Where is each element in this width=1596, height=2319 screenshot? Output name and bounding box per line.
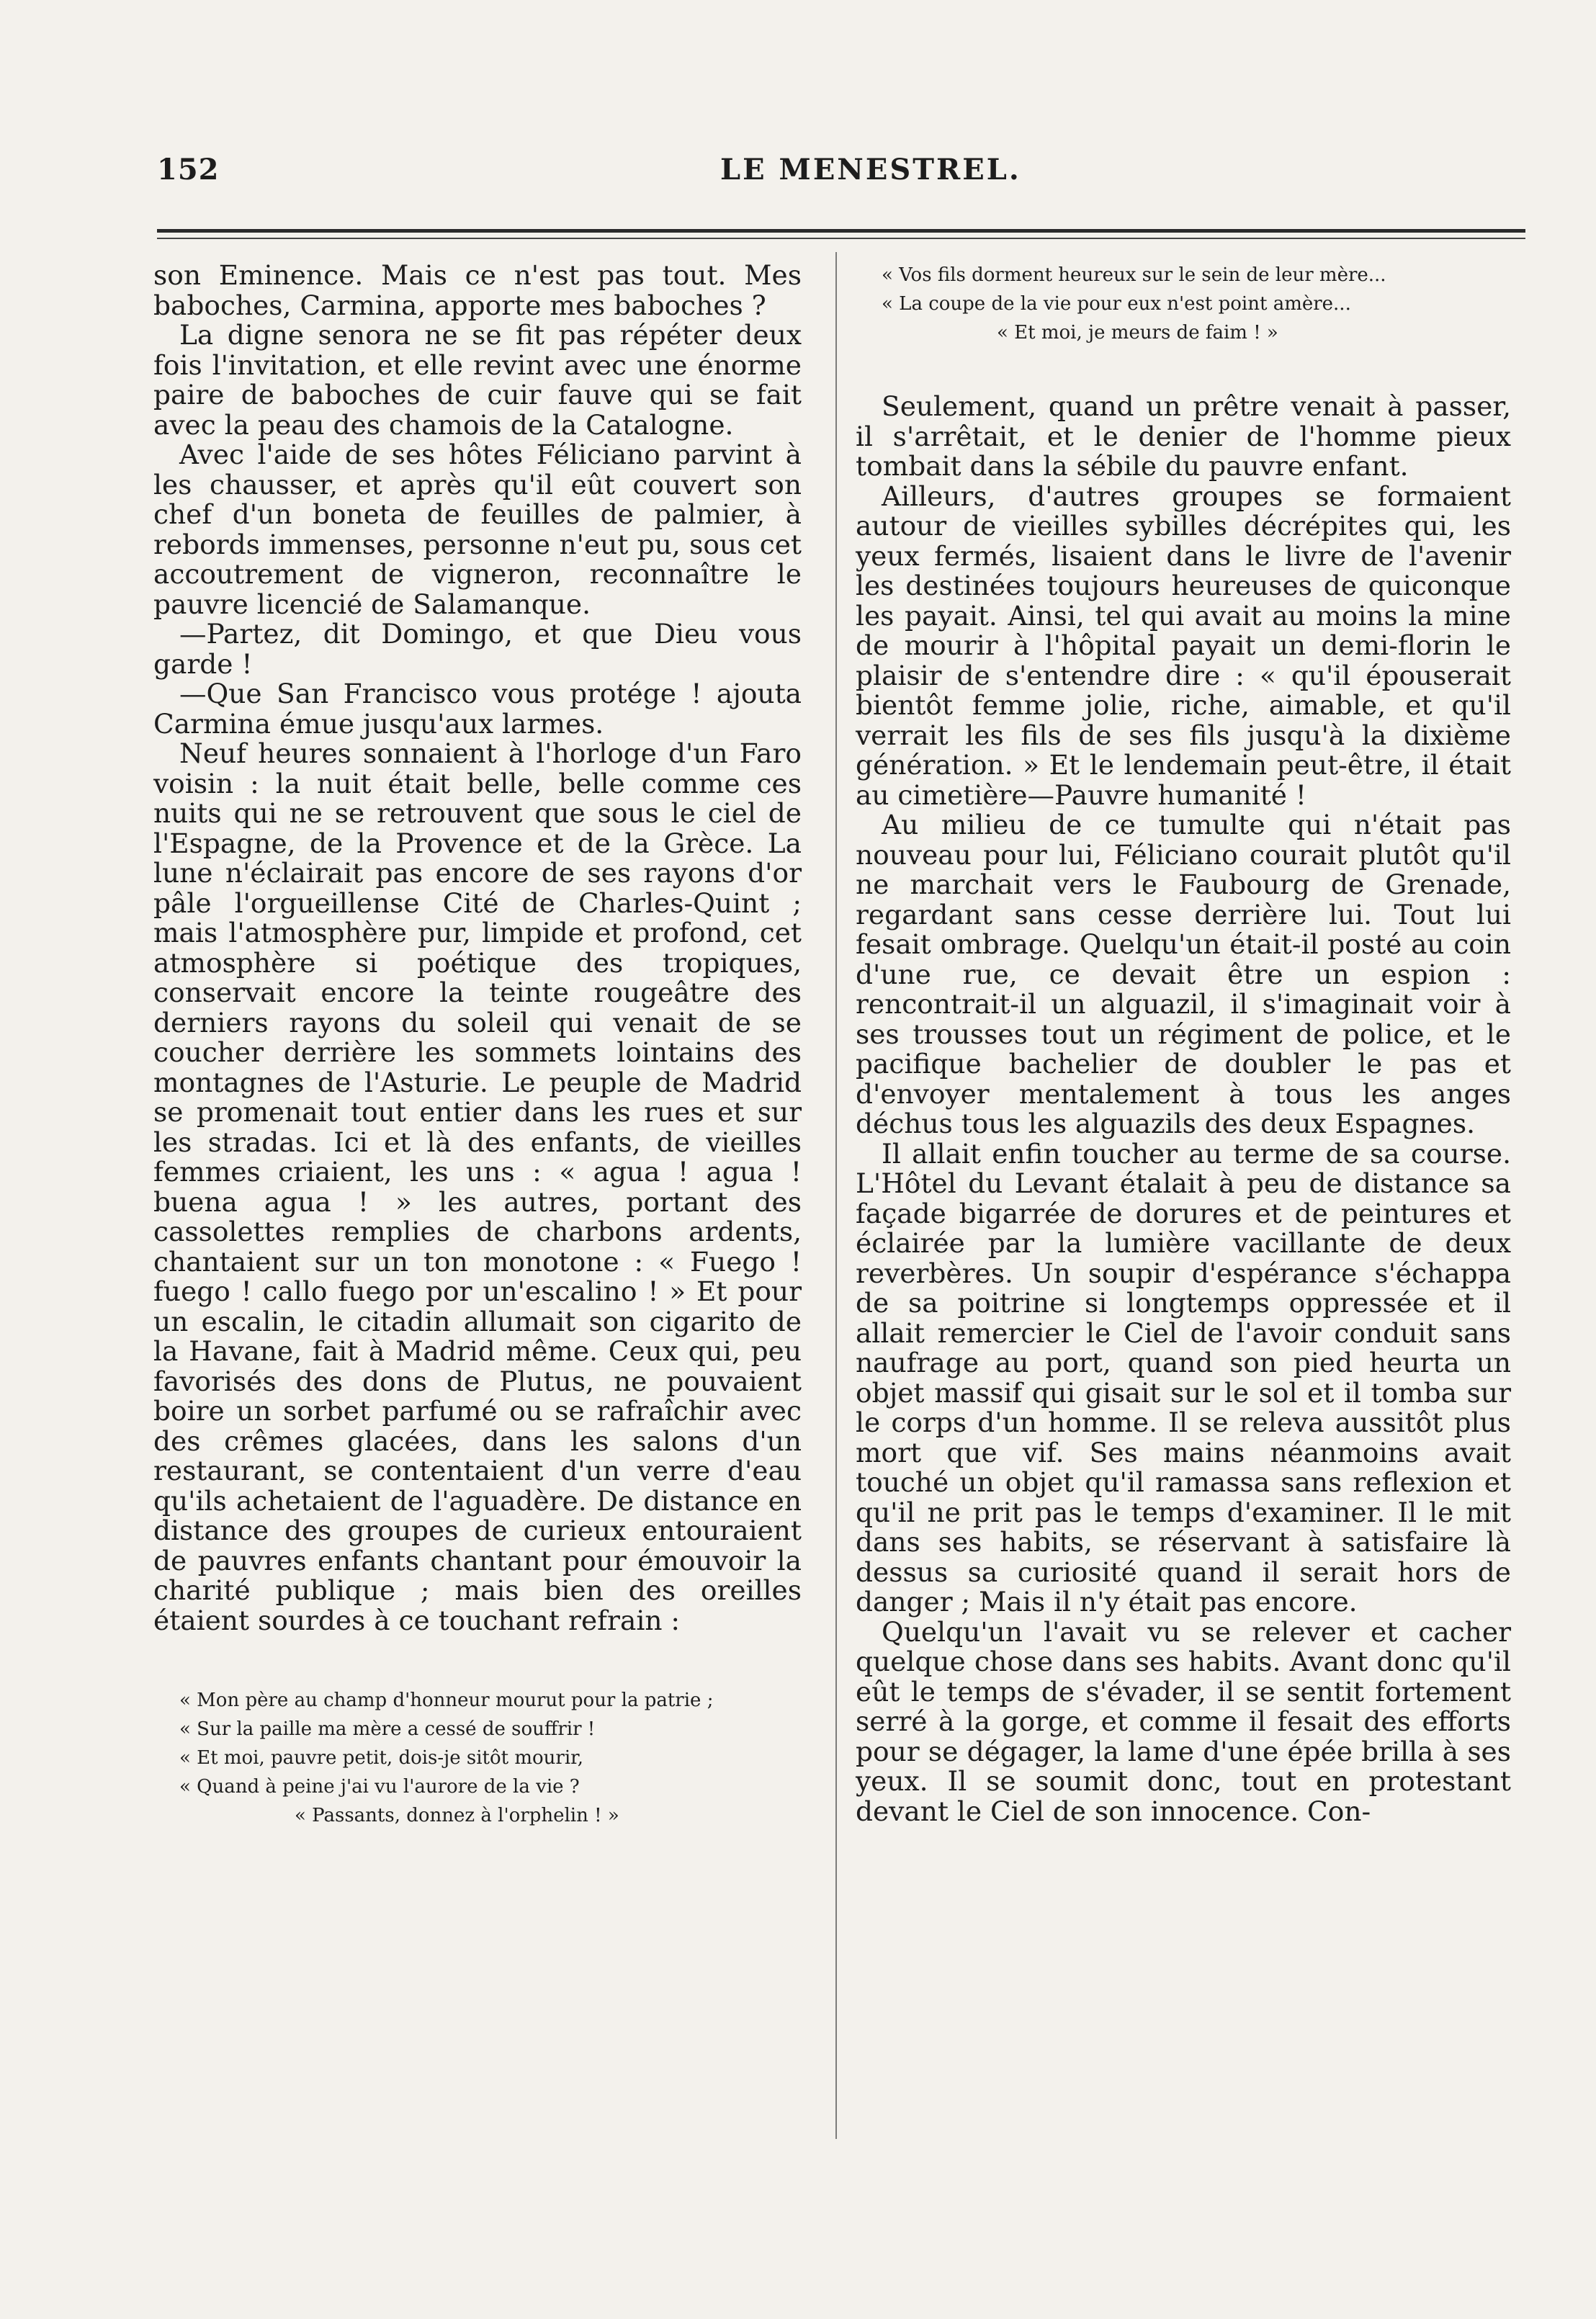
paragraph: —Partez, dit Domingo, et que Dieu vous garde !: [153, 618, 802, 680]
verse-line: « Passants, donnez à l'orphelin ! »: [295, 1805, 619, 1826]
paragraph: —Que San Francisco vous protége ! ajouta Carmina émue jusqu'aux larmes.: [153, 678, 802, 740]
column-divider: [835, 252, 837, 2139]
journal-title: LE MENESTREL.: [720, 153, 1021, 187]
verse-line: « Et moi, je meurs de faim ! »: [997, 322, 1278, 344]
header-rule-thick: [157, 229, 1525, 233]
right-column: [856, 261, 1511, 1826]
page-number: 152: [157, 153, 220, 187]
paragraph: Quelqu'un l'avait vu se relever et cacher quelque chose dans ses habits. Avant donc qu'il eût le temps de s'évader, il se sentit fortement serré à la gorge, et comme il fesait des efforts pour se dégager, la lame d'une épée brilla à ses yeux. Il se soumit donc, tout en protestant devant le Ciel de son innocence. Con-: [856, 1615, 1511, 1827]
verse-line: « Quand à peine j'ai vu l'aurore de la vie ?: [179, 1776, 580, 1798]
left-column: [153, 261, 802, 1830]
verse-line: « Vos fils dorment heureux sur le sein de leur mère...: [882, 264, 1386, 286]
header-rule-thin: [157, 238, 1525, 239]
song-verses: [856, 261, 1511, 347]
paragraph: Ailleurs, d'autres groupes se formaient autour de vieilles sybilles décrépites qui, les yeux fermés, lisaient dans le livre de l'avenir les destinées toujours heureuses de quiconque les payait. Ainsi, tel qui avait au moins la mine de mourir à l'hôpital payait un demi-florin le plaisir de s'entendre dire : « qu'il épouserait bientôt femme jolie, riche, aimable, et qu'il verrait les fils de ses fils jusqu'à la dixième génération. » Et le lendemain peut-être, il était au cimetière—Pauvre humanité !: [856, 480, 1511, 811]
paragraph: son Eminence. Mais ce n'est pas tout. Mes baboches, Carmina, apporte mes baboches ?: [153, 259, 802, 321]
paragraph: Il allait enfin toucher au terme de sa course. L'Hôtel du Levant étalait à peu de distance sa façade bigarrée de dorures et de peintures et éclairée par la lumière vacillante de deux reverbères. Un soupir d'espérance s'échappa de sa poitrine si longtemps oppressée et il allait remercier le Ciel de l'avoir conduit sans naufrage au port, quand son pied heurta un objet massif qui gisait sur le sol et il tomba sur le corps d'un homme. Il se releva aussitôt plus mort que vif. Ses mains néanmoins avait touché un objet qu'il ramassa sans reflexion et qu'il ne prit pas le temps d'examiner. Il le mit dans ses habits, se réservant à satisfaire là dessus sa curiosité quand il serait hors de danger ; Mais il n'y était pas encore.: [856, 1137, 1511, 1618]
song-verses: [153, 1686, 802, 1830]
paragraph: Neuf heures sonnaient à l'horloge d'un Faro voisin : la nuit était belle, belle comme ces nuits qui ne se retrouvent que sous le ciel de l'Espagne, de la Provence et de la Grèce. La lune n'éclairait pas encore de ses rayons d'or pâle l'orgueillense Cité de Charles-Quint ; mais l'atmosphère pur, limpide et profond, cet atmosphère si poétique des tropiques, conservait encore la teinte rougeâtre des derniers rayons du soleil qui venait de se coucher derrière les sommets lointains des montagnes de l'Asturie. Le peuple de Madrid se promenait tout entier dans les rues et sur les stradas. Ici et là des enfants, de vieilles femmes criaient, les uns : « agua ! agua ! buena agua ! » les autres, portant des cassolettes remplies de charbons ardents, chantaient sur un ton monotone : « Fuego ! fuego ! callo fuego por un'escalino ! » Et pour un escalin, le citadin allumait son cigarito de la Havane, fait à Madrid même. Ceux qui, peu favorisés des dons de Plutus, ne pouvaient boire un sorbet parfumé ou se rafraîchir avec des crêmes glacées, dans les salons d'un restaurant, se contentaient d'un verre d'eau qu'ils achetaient de l'aguadère. De distance en distance des groupes de curieux entouraient de pauvres enfants chantant pour émouvoir la charité publique ; mais bien des oreilles étaient sourdes à ce touchant refrain :: [153, 737, 802, 1636]
paragraph: La digne senora ne se fit pas répéter deux fois l'invitation, et elle revint avec une énorme paire de baboches de cuir fauve qui se fait avec la peau des chamois de la Catalogne.: [153, 319, 802, 441]
paragraph: Au milieu de ce tumulte qui n'était pas nouveau pour lui, Féliciano courait plutôt qu'il ne marchait vers le Faubourg de Grenade, regardant sans cesse derrière lui. Tout lui fesait ombrage. Quelqu'un était-il posté au coin d'une rue, ce devait être un espion : rencontrait-il un alguazil, il s'imaginait voir à ses trousses tout un régiment de police, et le pacifique bachelier de doubler le pas et d'envoyer mentalement à tous les anges déchus tous les alguazils des deux Espagnes.: [856, 809, 1511, 1139]
verse-line: « La coupe de la vie pour eux n'est point amère...: [882, 293, 1351, 315]
paragraph: Seulement, quand un prêtre venait à passer, il s'arrêtait, et le denier de l'homme pieux tombait dans la sébile du pauvre enfant.: [856, 390, 1511, 482]
verse-line: « Mon père au champ d'honneur mourut pour la patrie ;: [179, 1690, 714, 1711]
paragraph: Avec l'aide de ses hôtes Féliciano parvint à les chausser, et après qu'il eût couvert son chef d'un boneta de feuilles de palmier, à rebords immenses, personne n'eut pu, sous cet accoutrement de vigneron, reconnaître le pauvre licencié de Salamanque.: [153, 439, 802, 620]
verse-line: « Sur la paille ma mère a cessé de souffrir !: [179, 1718, 596, 1740]
verse-line: « Et moi, pauvre petit, dois-je sitôt mourir,: [179, 1747, 584, 1769]
